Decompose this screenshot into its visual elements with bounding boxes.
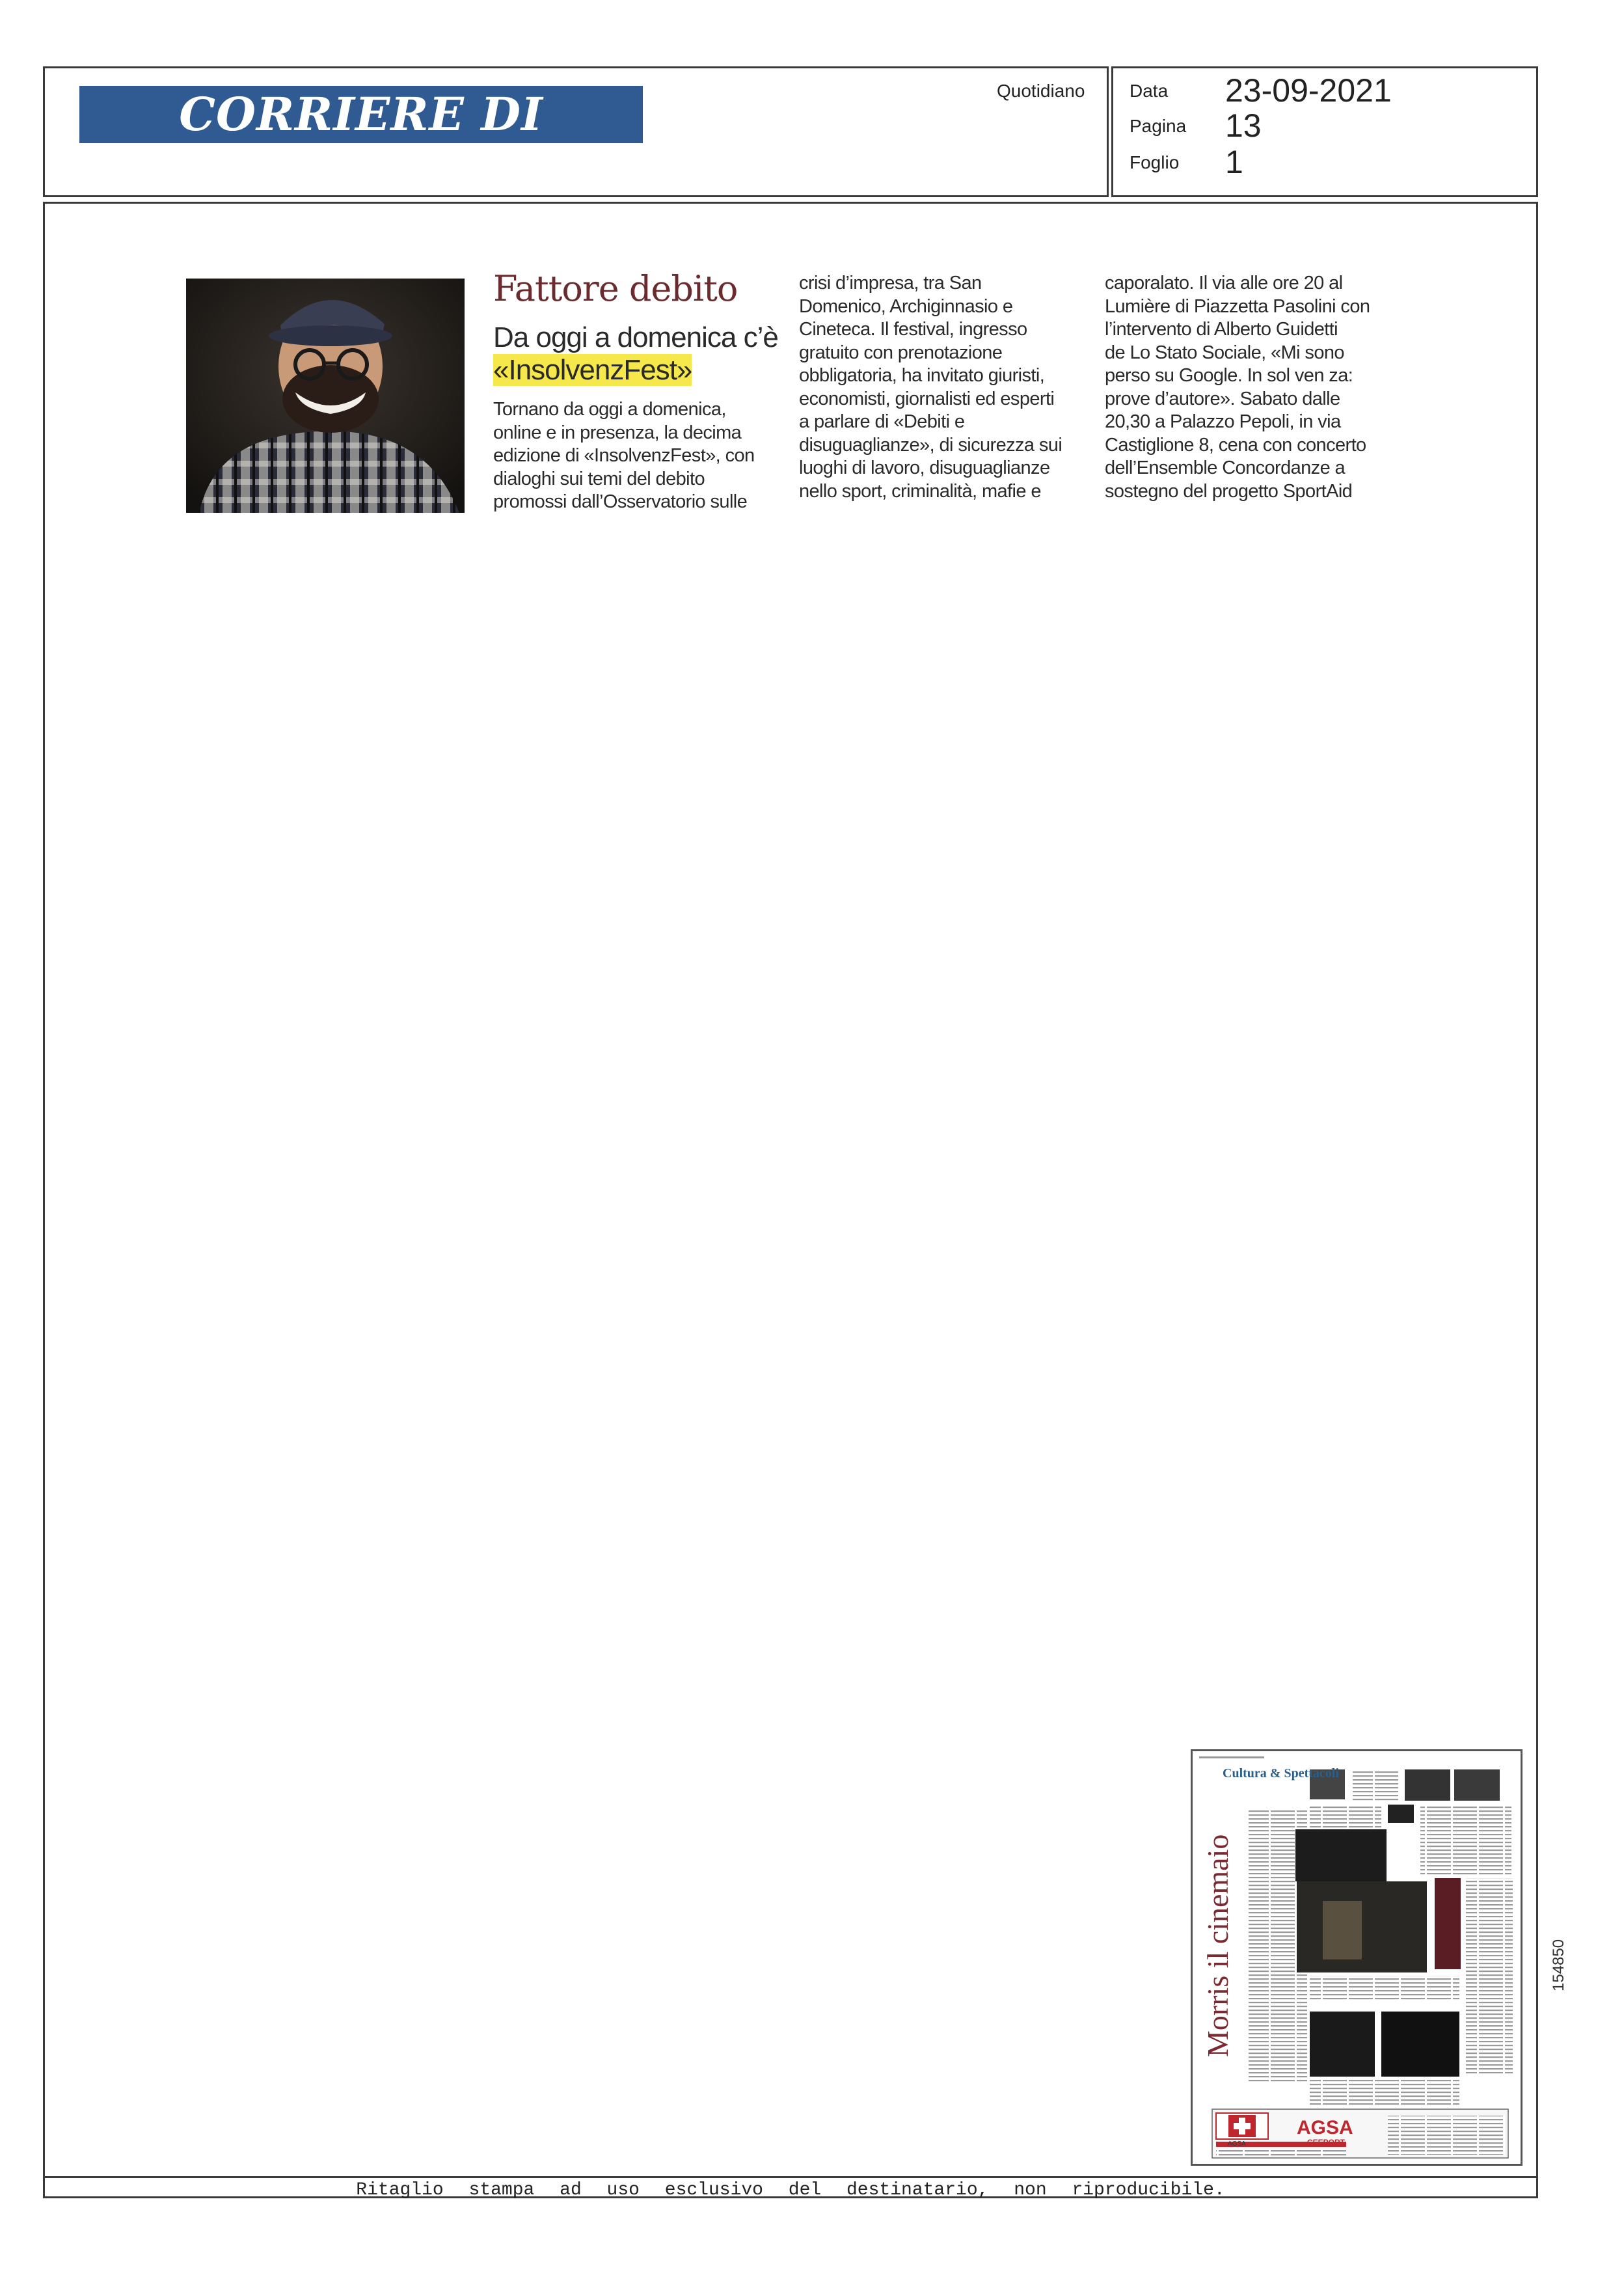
article-column-2 bbox=[799, 272, 1062, 503]
article-column-3 bbox=[1105, 272, 1370, 503]
thumbnail-headline: Morris il cinemaio bbox=[1201, 1834, 1234, 2057]
page-code: 154850 bbox=[1550, 1939, 1567, 1991]
column-line: sostegno del progetto SportAid bbox=[1105, 480, 1353, 502]
sheet-label: Foglio bbox=[1130, 152, 1180, 172]
column-line: perso su Google. In sol ven za: bbox=[1105, 365, 1353, 386]
paper-type: Quotidiano bbox=[997, 81, 1085, 101]
column-line: l’intervento di Alberto Guidetti bbox=[1105, 319, 1338, 340]
thumbnail-ad-brand: AGSA bbox=[1297, 2117, 1353, 2138]
thumbnail-ad-logo-text: AGSA bbox=[1228, 2140, 1246, 2148]
subtitle-highlight: «InsolvenzFest» bbox=[493, 354, 692, 386]
column-line: dell’Ensemble Concordanze a bbox=[1105, 457, 1346, 478]
thumbnail-ad-sub: CEEPORT bbox=[1307, 2138, 1346, 2147]
footer-divider bbox=[43, 2176, 1538, 2178]
column-line: 20,30 a Palazzo Pepoli, in via bbox=[1105, 411, 1341, 432]
column-line: Lumière di Piazzetta Pasolini con bbox=[1105, 295, 1370, 317]
page-thumbnail bbox=[1191, 1749, 1522, 2166]
column-line: a parlare di «Debiti e bbox=[799, 411, 965, 432]
column-line: luoghi di lavoro, disuguaglianze bbox=[799, 457, 1050, 478]
article-title: Fattore debito bbox=[493, 268, 738, 309]
date-label: Data bbox=[1130, 81, 1169, 101]
column-line: gratuito con prenotazione bbox=[799, 342, 1003, 363]
column-line: prove d’autore». Sabato dalle bbox=[1105, 388, 1340, 409]
column-line: economisti, giornalisti ed esperti bbox=[799, 388, 1055, 409]
column-line: online e in presenza, la decima bbox=[493, 422, 742, 443]
sheet-value: 1 bbox=[1225, 144, 1243, 180]
footer-notice: Ritaglio stampa ad uso esclusivo del destinatario, non riproducibile. bbox=[356, 2180, 1225, 2200]
article-subtitle bbox=[493, 321, 779, 387]
column-line: crisi d’impresa, tra San bbox=[799, 273, 982, 293]
article-column-1 bbox=[493, 398, 755, 514]
thumbnail-section: Cultura & Spettacoli bbox=[1223, 1766, 1339, 1781]
column-line: edizione di «InsolvenzFest», con bbox=[493, 445, 755, 466]
page-value: 13 bbox=[1225, 107, 1262, 144]
article-photo bbox=[186, 279, 465, 513]
column-line: disuguaglianze», di sicurezza sui bbox=[799, 434, 1062, 456]
column-line: Cineteca. Il festival, ingresso bbox=[799, 319, 1027, 340]
column-line: Domenico, Archiginnasio e bbox=[799, 295, 1013, 317]
column-line: caporalato. Il via alle ore 20 al bbox=[1105, 273, 1343, 293]
date-value: 23-09-2021 bbox=[1225, 72, 1392, 109]
column-line: dialoghi sui temi del debito bbox=[493, 468, 705, 489]
column-line: de Lo Stato Sociale, «Mi sono bbox=[1105, 342, 1344, 363]
column-line: nello sport, criminalità, mafie e bbox=[799, 480, 1041, 502]
column-line: Tornano da oggi a domenica, bbox=[493, 399, 726, 420]
column-line: promossi dall’Osservatorio sulle bbox=[493, 491, 748, 512]
column-line: Castiglione 8, cena con concerto bbox=[1105, 434, 1366, 456]
subtitle-text: Da oggi a domenica c’è bbox=[493, 321, 778, 353]
page-label: Pagina bbox=[1130, 116, 1187, 136]
column-line: obbligatoria, ha invitato giuristi, bbox=[799, 365, 1045, 386]
masthead: CORRIERE DI BOLOGNA bbox=[79, 86, 643, 143]
